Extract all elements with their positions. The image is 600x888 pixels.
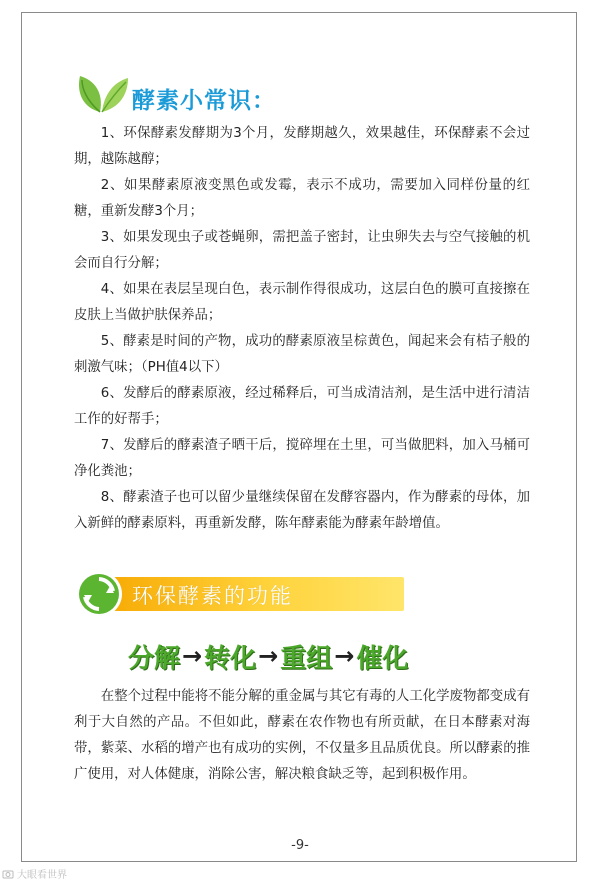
arrow-icon: → [182,642,203,670]
process-step: 重组 [280,643,333,674]
list-item: 8、酵素渣子也可以留少量继续保留在发酵容器内，作为酵素的母体，加入新鲜的酵素原料，再重新发酵，陈年酵素能为酵素年龄增值。 [74,490,530,531]
process-row [128,636,408,676]
section2-title: 环保酵素的功能 [132,584,293,608]
body-paragraph: 在整个过程中能将不能分解的重金属与其它有毒的人工化学废物都变成有利于大自然的产品。不但如此，酵素在农作物也有所贡献，在日本酵素对海带，紫菜、水稻的增产也有成功的实例，不仅量多且品质优良。所以酵素的推广使用，对人体健康，消除公害，解决粮食缺乏等，起到积极作用。 [74,689,530,782]
process-step: 分解 [128,643,181,674]
list-item: 5、酵素是时间的产物，成功的酵素原液呈棕黄色，闻起来会有桔子般的刺激气味；（PH值4以下） [74,334,530,375]
section2-banner [74,569,414,619]
process-step: 转化 [204,643,257,674]
section2-body [74,684,530,788]
arrow-icon: → [334,642,355,670]
section1-list [74,121,530,537]
camera-icon [2,868,14,880]
list-item: 2、如果酵素原液变黑色或发霉，表示不成功，需要加入同样份量的红糖，重新发酵3个月； [74,178,530,219]
section1-header [74,68,374,114]
list-item: 7、发酵后的酵素渣子晒干后，搅碎埋在土里，可当做肥料，加入马桶可净化粪池； [74,438,530,479]
list-item: 3、如果发现虫子或苍蝇卵，需把盖子密封，让虫卵失去与空气接触的机会而自行分解； [74,230,530,271]
leaf-icon [74,68,130,114]
arrow-icon: → [258,642,279,670]
watermark-text: 大眼看世界 [17,870,67,881]
recycle-icon [74,569,124,619]
process-step: 催化 [356,643,409,674]
watermark [2,866,67,881]
list-item: 4、如果在表层呈现白色，表示制作得很成功，这层白色的膜可直接擦在皮肤上当做护肤保养品； [74,282,530,323]
page-number: -9- [291,838,309,853]
list-item: 1、环保酵素发酵期为3个月，发酵期越久，效果越佳，环保酵素不会过期，越陈越醇； [74,126,530,167]
list-item: 6、发酵后的酵素原液，经过稀释后，可当成清洁剂，是生活中进行清洁工作的好帮手； [74,386,530,427]
section1-title: 酵素小常识： [132,88,276,114]
